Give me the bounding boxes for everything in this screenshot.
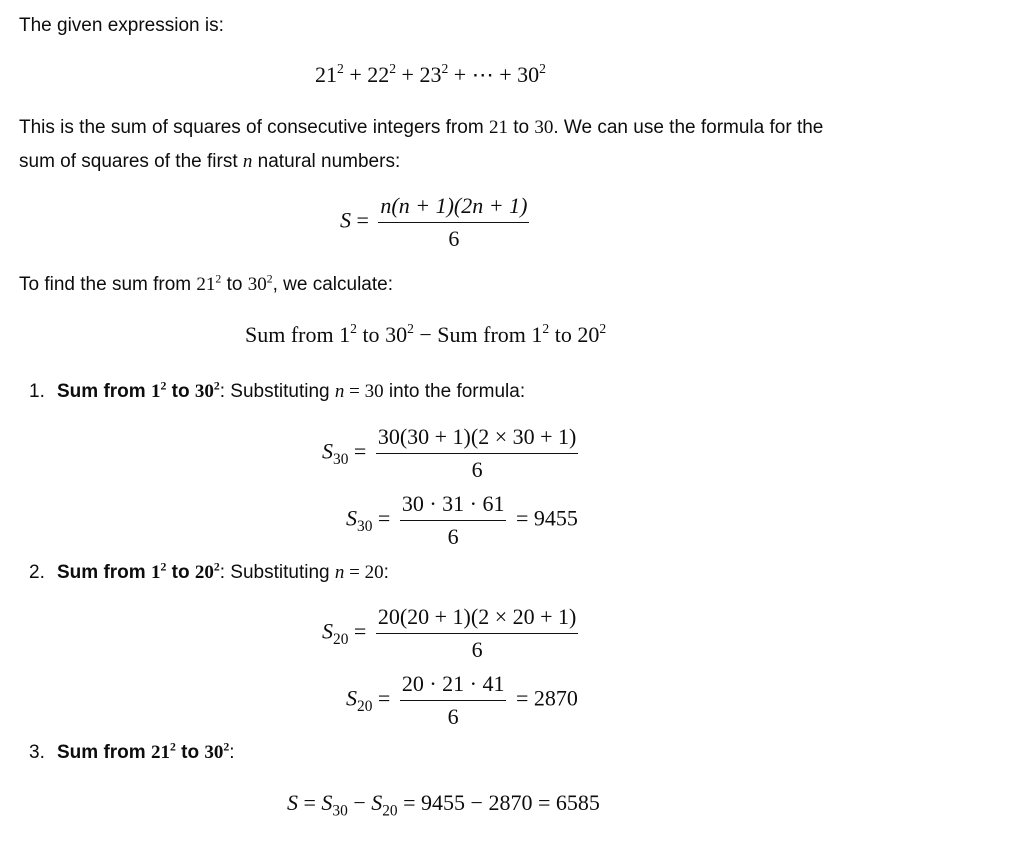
final-result: $S = S_{30} - S_{20} = 9455 - 2870 = 6585$ <box>287 790 600 820</box>
list-item-1: 1. Sum from $1^2$ to $30^2$: Substituting n = 30 into the formula: <box>29 379 526 402</box>
paragraph-line-2: sum of squares of the first n natural numbers: <box>19 151 401 172</box>
s20-product-fraction: $\frac{20 \cdot 21 \cdot 41}{6}$ <box>401 671 505 729</box>
s30-result: $S_{30}$ = $\frac{30 \cdot 31 \cdot 61}{6}$ = 9455 <box>346 491 578 549</box>
s20-formula: $S_{20}$ = $\frac{20(20 + 1)(2 \times 20 + 1)}{6}$ <box>322 604 577 662</box>
s30-formula: $S_{30}$ = $\frac{30(30 + 1)(2 \times 30 + 1)}{6}$ <box>322 424 577 482</box>
difference-expression: Sum from $1^2$ to $30^2$ − Sum from $1^2$ to $20^2$ <box>245 321 607 347</box>
paragraph-line-1: This is the sum of squares of consecutive integers from 21 to 30. We can use the formula for the <box>19 117 824 138</box>
s20-fraction: $\frac{20(20 + 1)(2 \times 20 + 1)}{6}$ <box>377 604 577 662</box>
s20-result: $S_{20}$ = $\frac{20 \cdot 21 \cdot 41}{6}$ = 2870 <box>346 671 578 729</box>
formula-fraction: $\frac{n(n + 1)(2n + 1)}{6}$ <box>380 193 528 251</box>
intro-text: The given expression is: <box>19 15 224 36</box>
paragraph-calculate: To find the sum from $21^2$ to $30^2$, we calculate: <box>19 272 393 295</box>
list-item-3: 3. Sum from $21^2$ to $30^2$: <box>29 740 235 763</box>
s30-fraction: $\frac{30(30 + 1)(2 \times 30 + 1)}{6}$ <box>377 424 577 482</box>
list-item-2: 2. Sum from $1^2$ to $20^2$: Substituting n = 20: <box>29 560 389 583</box>
sum-of-squares-formula: S = $\frac{n(n + 1)(2n + 1)}{6}$ <box>340 193 528 251</box>
s30-product-fraction: $\frac{30 \cdot 31 \cdot 61}{6}$ <box>401 491 505 549</box>
given-expression: $21^2 + 22^2 + 23^2$ + ⋯ + $30^2$ <box>315 61 546 87</box>
